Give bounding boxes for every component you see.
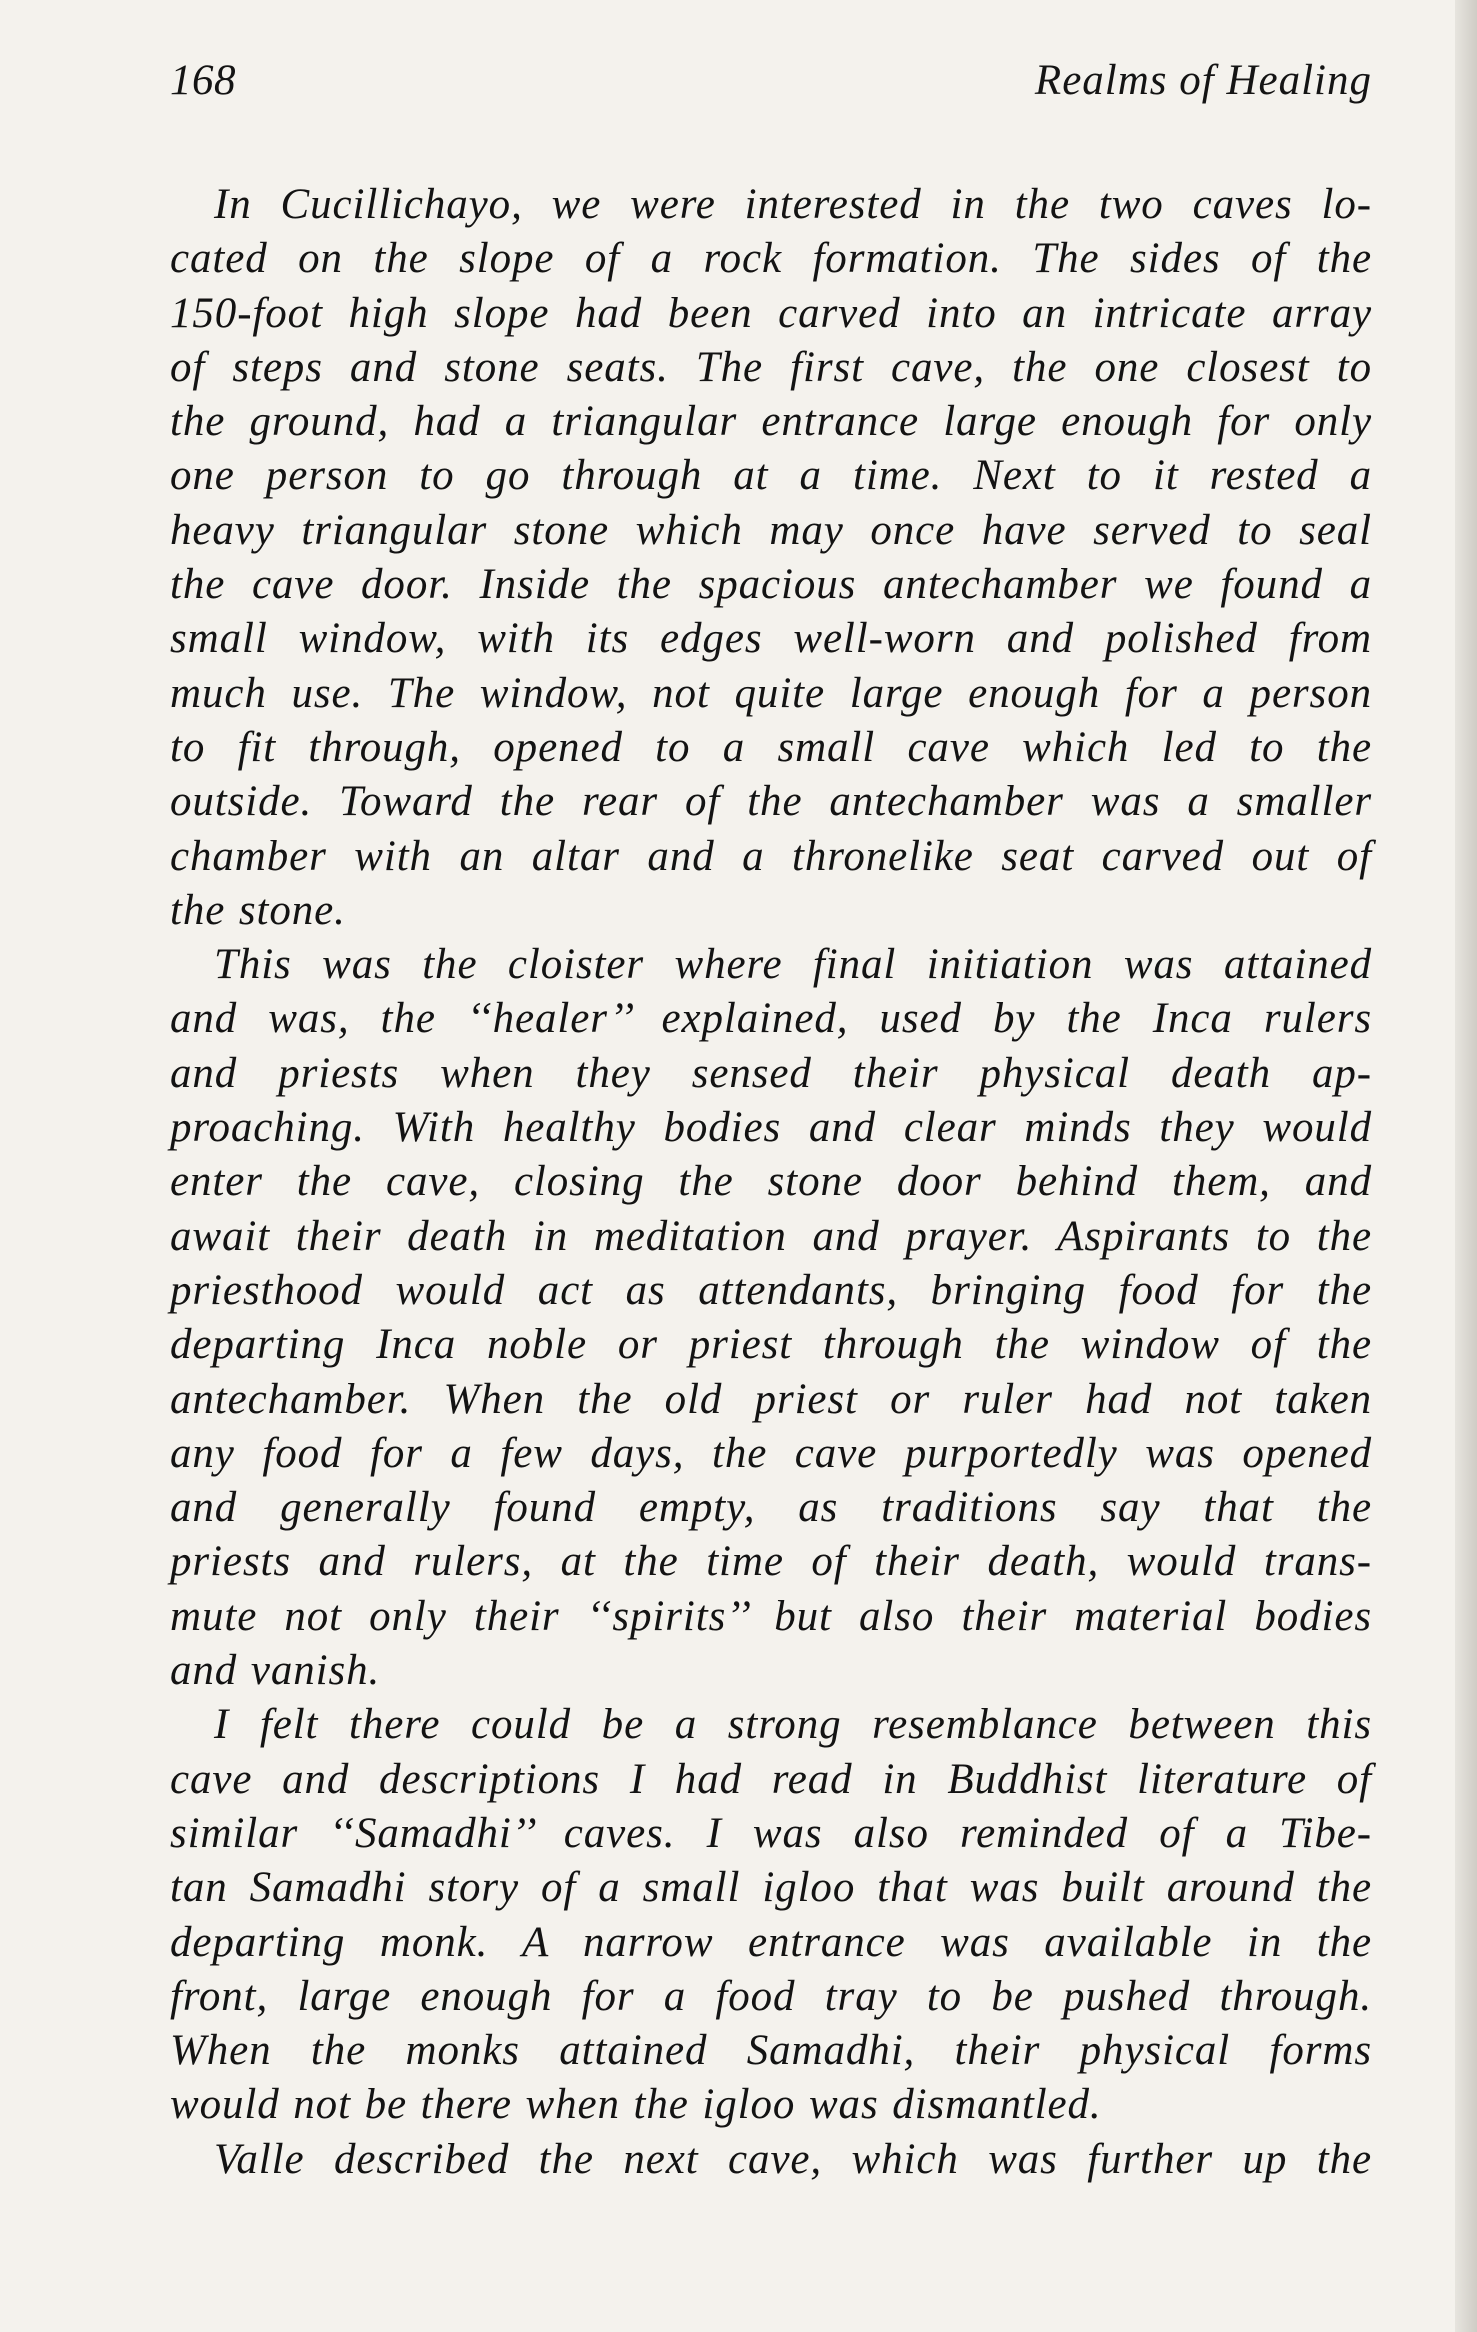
text-line: of steps and stone seats. The first cave, the one closest to [170,343,1372,391]
paragraph [170,1698,1372,2132]
text-line: one person to go through at a time. Next to it rested a [170,452,1372,500]
text-line: When the monks attained Samadhi, their physical forms [170,2027,1372,2075]
text-line: much use. The window, not quite large enough for a person [170,669,1372,717]
text-line: to fit through, opened to a small cave which led to the [170,723,1372,771]
book-title: Realms of Healing [1034,57,1372,104]
text-line: 150-foot high slope had been carved into an intricate array [170,289,1372,337]
text-line: outside. Toward the rear of the antechamber was a smaller [170,778,1372,826]
text-line: In Cucillichayo, we were interested in the two caves lo- [214,181,1372,228]
text-line: the ground, had a triangular entrance large enough for only [170,398,1372,446]
body-text [170,178,1372,2187]
text-line: I felt there could be a strong resemblance between this [214,1701,1372,1749]
text-line: priests and rulers, at the time of their death, would trans- [170,1538,1372,1586]
text-line: departing monk. A narrow entrance was available in the [170,1918,1372,1966]
text-line: chamber with an altar and a thronelike seat carved out of [170,832,1372,880]
text-line: and priests when they sensed their physical death ap- [170,1049,1372,1097]
text-line: and generally found empty, as traditions say that the [170,1484,1372,1532]
text-line: await their death in meditation and prayer. Aspirants to the [170,1212,1372,1260]
text-line: cated on the slope of a rock formation. The sides of the [170,235,1372,283]
text-line: tan Samadhi story of a small igloo that was built around the [170,1864,1372,1912]
text-line: any food for a few days, the cave purportedly was opened [170,1429,1372,1477]
text-line: front, large enough for a food tray to be pushed through. [170,1972,1372,2020]
text-line: similar ‘‘Samadhi’’ caves. I was also reminded of a Tibe- [170,1809,1372,1857]
text-line: the cave door. Inside the spacious antechamber we found a [170,561,1372,609]
text-line: the stone. [170,886,346,934]
text-line: Valle described the next cave, which was further up the [214,2135,1372,2183]
text-line: priesthood would act as attendants, bringing food for the [170,1266,1372,1314]
paragraph [170,2133,1372,2187]
text-line: would not be there when the igloo was dismantled. [170,2081,1102,2129]
text-line: and was, the ‘‘healer’’ explained, used by the Inca rulers [170,995,1372,1043]
text-line: cave and descriptions I had read in Buddhist literature of [170,1755,1372,1803]
text-line: antechamber. When the old priest or ruler had not taken [170,1375,1372,1423]
text-line: mute not only their ‘‘spirits’’ but also their material bodies [170,1592,1372,1640]
page-number: 168 [170,57,236,104]
text-line: departing Inca noble or priest through the window of the [170,1321,1372,1369]
paragraph [170,938,1372,1698]
text-line: This was the cloister where final initiation was attained [214,941,1372,989]
text-line: heavy triangular stone which may once have served to seal [170,506,1372,554]
page-edge [1455,0,1477,2332]
running-head [170,56,1372,126]
paragraph [170,178,1372,938]
text-line: small window, with its edges well-worn and polished from [170,615,1372,663]
text-line: proaching. With healthy bodies and clear minds they would [170,1104,1372,1152]
text-line: enter the cave, closing the stone door behind them, and [170,1158,1372,1206]
text-line: and vanish. [170,1647,381,1695]
